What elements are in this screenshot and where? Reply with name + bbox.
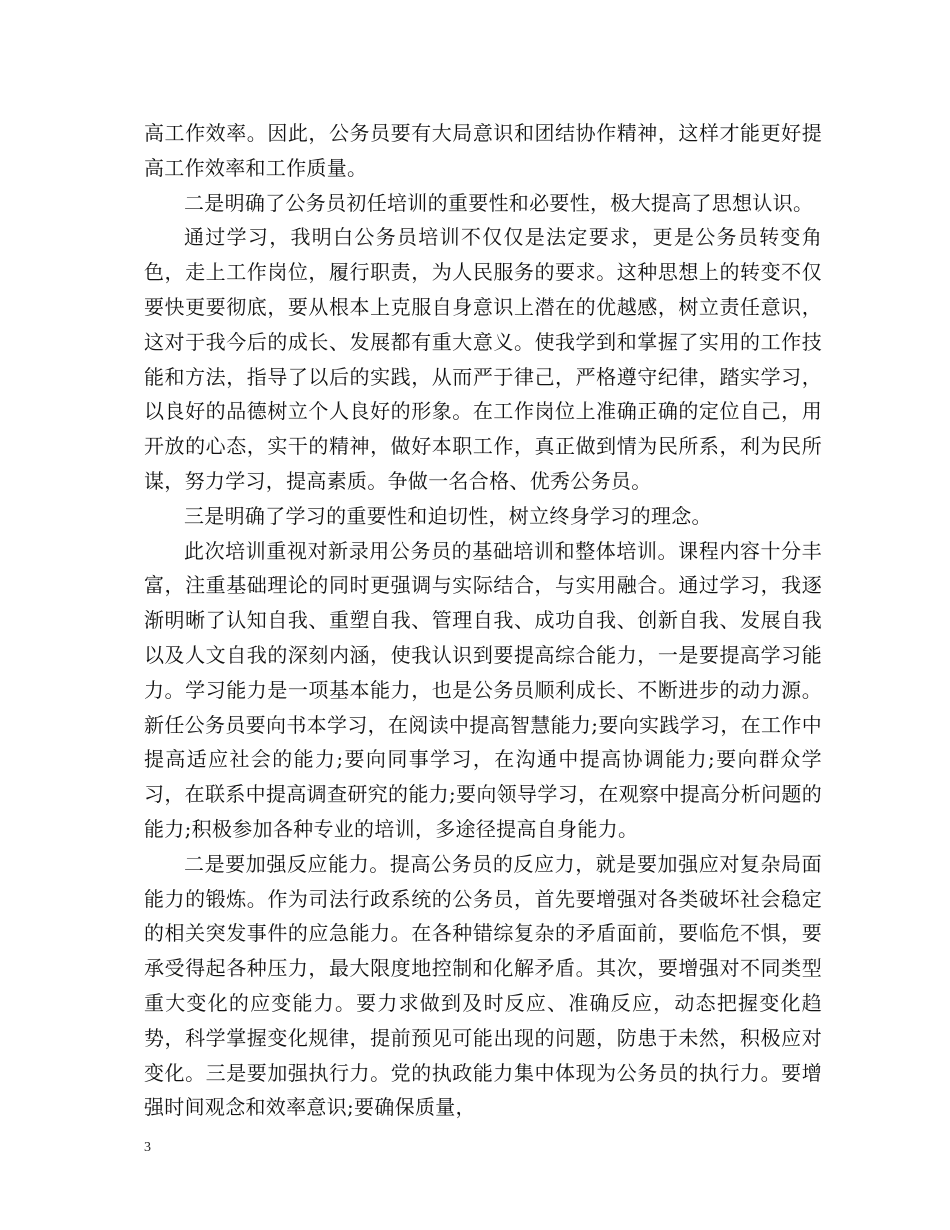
paragraph-5: 此次培训重视对新录用公务员的基础培训和整体培训。课程内容十分丰富，注重基础理论的同时更强调与实际结合，与实用融合。通过学习，我逐渐明晰了认知自我、重塑自我、管理自我、成功自我、创新自我、发展自我以及人文自我的深刻内涵，使我认识到要提高综合能力，一是要提高学习能力。学习能力是一项基本能力，也是公务员顺利成长、不断进步的动力源。新任公务员要向书本学习，在阅读中提高智慧能力;要向实践学习，在工作中提高适应社会的能力;要向同事学习，在沟通中提高协调能力;要向群众学习，在联系中提高调查研究的能力;要向领导学习，在观察中提高分析问题的能力;积极参加各种专业的培训，多途径提高自身能力。 — [144, 538, 822, 841]
paragraph-6: 二是要加强反应能力。提高公务员的反应力，就是要加强应对复杂局面能力的锻炼。作为司法行政系统的公务员，首先要增强对各类破坏社会稳定的相关突发事件的应急能力。在各种错综复杂的矛盾面前，要临危不惧，要承受得起各种压力，最大限度地控制和化解矛盾。其次，要增强对不同类型重大变化的应变能力。要力求做到及时反应、准确反应，动态把握变化趋势，科学掌握变化规律，提前预见可能出现的问题，防患于未然，积极应对变化。三是要加强执行力。党的执政能力集中体现为公务员的执行力。要增强时间观念和效率意识;要确保质量， — [144, 851, 822, 1120]
paragraph-4: 三是明确了学习的重要性和迫切性，树立终身学习的理念。 — [184, 503, 712, 528]
paragraph-1: 高工作效率。因此，公务员要有大局意识和团结协作精神，这样才能更好提高工作效率和工作质量。 — [144, 121, 822, 180]
document-body — [144, 116, 822, 1125]
page-number: 3 — [144, 1140, 151, 1155]
paragraph-3: 通过学习，我明白公务员培训不仅仅是法定要求，更是公务员转变角色，走上工作岗位，履行职责，为人民服务的要求。这种思想上的转变不仅要快更要彻底，要从根本上克服自身意识上潜在的优越感，树立责任意识，这对于我今后的成长、发展都有重大意义。使我学到和掌握了实用的工作技能和方法，指导了以后的实践，从而严于律己，严格遵守纪律，踏实学习，以良好的品德树立个人良好的形象。在工作岗位上准确正确的定位自己，用开放的心态，实干的精神，做好本职工作，真正做到情为民所系，利为民所谋，努力学习，提高素质。争做一名合格、优秀公务员。 — [144, 225, 822, 493]
paragraph-2: 二是明确了公务员初任培训的重要性和必要性，极大提高了思想认识。 — [184, 190, 814, 215]
